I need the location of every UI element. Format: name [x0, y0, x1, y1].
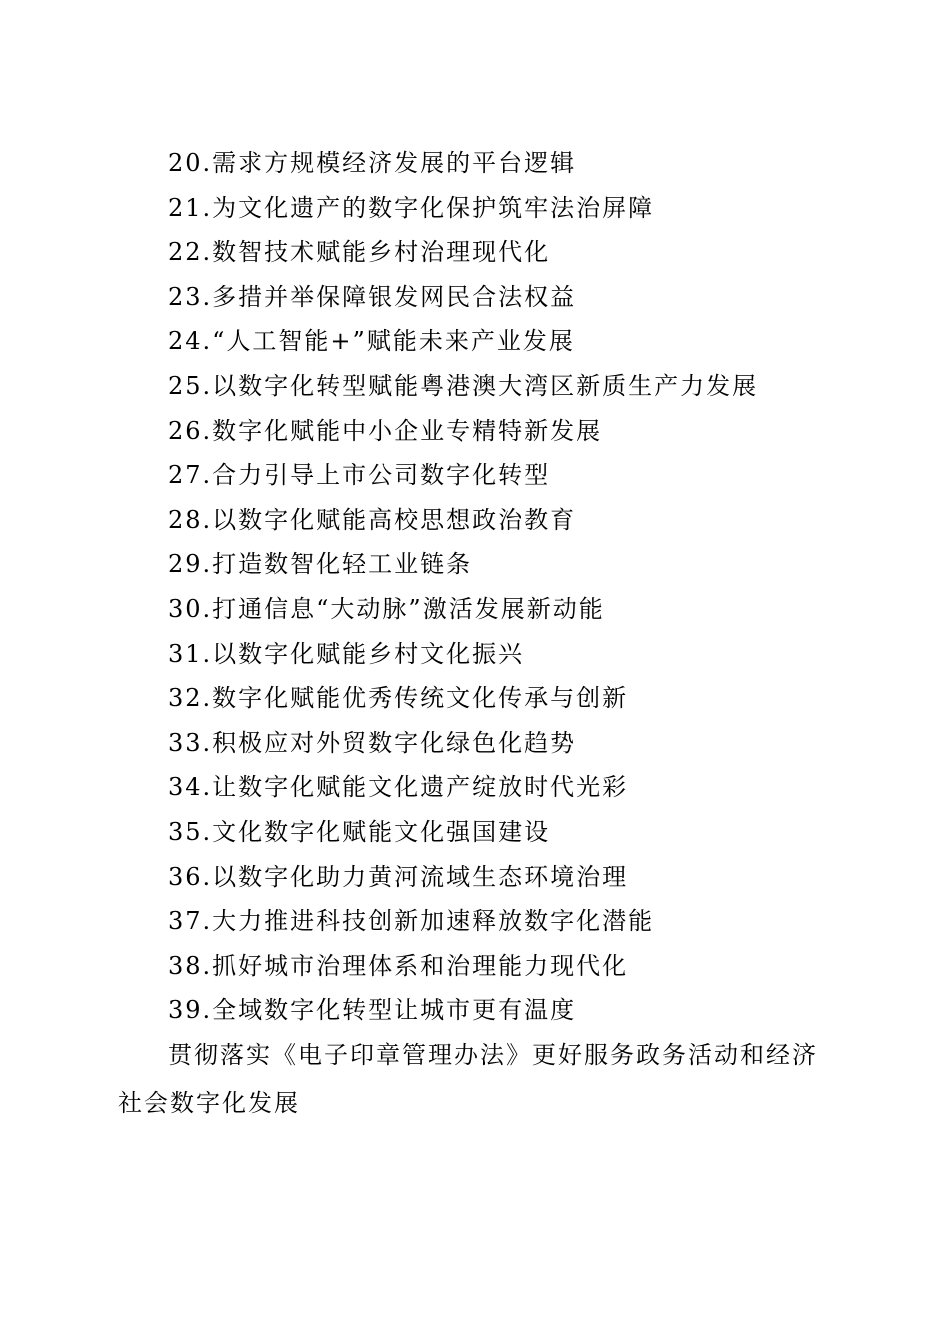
list-item: 27.合力引导上市公司数字化转型: [168, 461, 551, 490]
list-item: 33.积极应对外贸数字化绿色化趋势: [168, 728, 577, 757]
list-item: 32.数字化赋能优秀传统文化传承与创新: [168, 684, 629, 713]
list-item: 38.抓好城市治理体系和治理能力现代化: [168, 951, 629, 980]
list-item: 23.多措并举保障银发网民合法权益: [168, 282, 577, 311]
list-item: 24.“人工智能+”赋能未来产业发展: [168, 327, 575, 356]
list-item: 29.打造数智化轻工业链条: [168, 550, 473, 579]
tail-paragraph: 贯彻落实《电子印章管理办法》更好服务政务活动和经济社会数字化发展: [118, 1041, 818, 1117]
list-item: 26.数字化赋能中小企业专精特新发展: [168, 416, 603, 445]
list-item: 34.让数字化赋能文化遗产绽放时代光彩: [168, 773, 629, 802]
list-item: 28.以数字化赋能高校思想政治教育: [168, 505, 577, 534]
list-item: 31.以数字化赋能乡村文化振兴: [168, 639, 525, 668]
list-item: 39.全域数字化转型让城市更有温度: [168, 996, 577, 1025]
list-item: 37.大力推进科技创新加速释放数字化潜能: [168, 907, 655, 936]
list-item: 21.为文化遗产的数字化保护筑牢法治屏障: [168, 193, 655, 222]
list-item: 30.打通信息“大动脉”激活发展新动能: [168, 594, 605, 623]
list-item: 36.以数字化助力黄河流域生态环境治理: [168, 862, 629, 891]
list-item: 35.文化数字化赋能文化强国建设: [168, 817, 551, 846]
list-item: 22.数智技术赋能乡村治理现代化: [168, 238, 551, 267]
list-item: 25.以数字化转型赋能粤港澳大湾区新质生产力发展: [168, 371, 759, 400]
list-item: 20.需求方规模经济发展的平台逻辑: [168, 149, 577, 177]
topic-list: [168, 141, 758, 1033]
